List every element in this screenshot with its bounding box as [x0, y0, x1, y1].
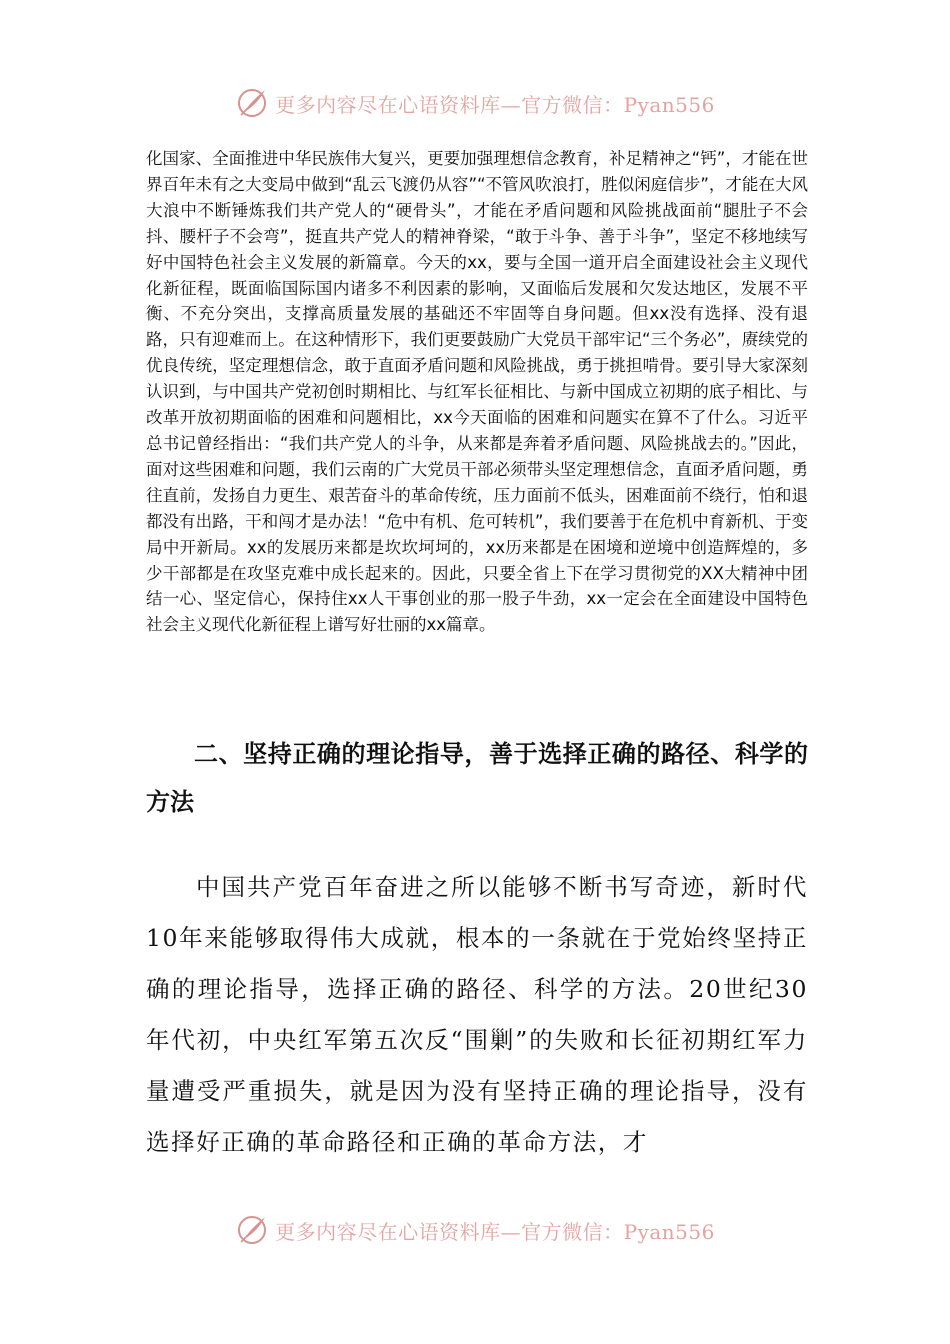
footer-banner-inner	[235, 1213, 715, 1247]
footer-banner-text: 更多内容尽在心语资料库—官方微信：Pyan556	[275, 1219, 715, 1244]
header-banner	[0, 80, 950, 126]
section-heading: 二、坚持正确的理论指导，善于选择正确的路径、科学的方法	[146, 740, 808, 816]
body-paragraph: 化国家、全面推进中华民族伟大复兴，更要加强理想信念教育，补足精神之“钙”，才能在世界百年未有之大变局中做到“乱云飞渡仍从容”“不管风吹浪打，胜似闲庭信步”，才能在大风大浪中不断锤炼我们共产党人的“硬骨头”，才能在矛盾问题和风险挑战面前“腿肚子不会抖、腰杆子不会弯”，挺直共产党人的精神脊梁，“敢于斗争、善于斗争”，坚定不移地续写好中国特色社会主义发展的新篇章。今天的xx，要与全国一道开启全面建设社会主义现代化新征程，既面临国际国内诸多不利因素的影响，又面临后发展和欠发达地区，发展不平衡、不充分突出，支撑高质量发展的基础还不牢固等自身问题。但xx没有选择、没有退路，只有迎难而上。在这种情形下，我们更要鼓励广大党员干部牢记“三个务必”，赓续党的优良传统，坚定理想信念，敢于直面矛盾问题和风险挑战，勇于挑担啃骨。要引导大家深刻认识到，与中国共产党初创时期相比、与红军长征相比、与新中国成立初期的底子相比、与改革开放初期面临的困难和问题相比，xx今天面临的困难和问题实在算不了什么。习近平总书记曾经指出：“我们共产党人的斗争，从来都是奔着矛盾问题、风险挑战去的。”因此，面对这些困难和问题，我们云南的广大党员干部必须带头坚定理想信念，直面矛盾问题，勇往直前，发扬自力更生、艰苦奋斗的革命传统，压力面前不低头，困难面前不绕行，怕和退都没有出路，干和闯才是办法！“危中有机、危可转机”，我们要善于在危机中育新机、于变局中开新局。xx的发展历来都是坎坎坷坷的，xx历来都是在困境和逆境中创造辉煌的，多少干部都是在攻坚克难中成长起来的。因此，只要全省上下在学习贯彻党的XX大精神中团结一心、坚定信心，保持住xx人干事创业的那一股子牛劲，xx一定会在全面建设中国特色社会主义现代化新征程上谱写好壮丽的xx篇章。	[146, 149, 808, 635]
footer-banner	[0, 1207, 950, 1253]
section-paragraph: 中国共产党百年奋进之所以能够不断书写奇迹，新时代10年来能够取得伟大成就，根本的一条就在于党始终坚持正确的理论指导，选择正确的路径、科学的方法。20世纪30年代初，中央红军第五次反“围剿”的失败和长征初期红军力量遭受严重损失，就是因为没有坚持正确的理论指导，没有选择好正确的革命路径和正确的革命方法，才	[146, 873, 808, 1156]
quill-pen-logo-icon	[235, 1213, 269, 1247]
header-banner-inner	[235, 86, 715, 120]
header-banner-text: 更多内容尽在心语资料库—官方微信：Pyan556	[275, 92, 715, 117]
quill-pen-logo-icon	[235, 86, 269, 120]
body-text-block	[146, 146, 808, 638]
